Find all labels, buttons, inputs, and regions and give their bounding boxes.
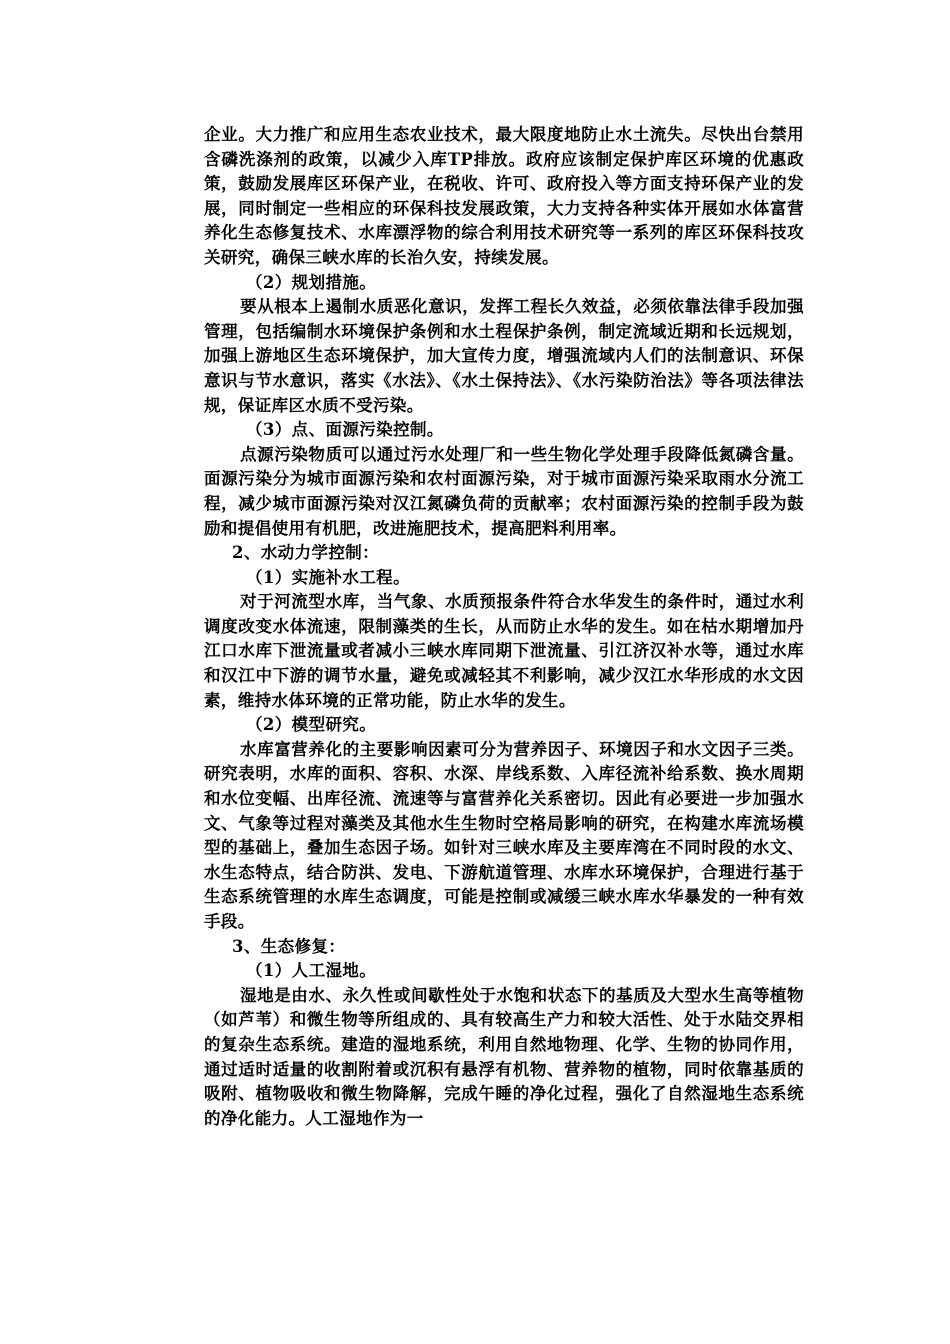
paragraph-pollution-control: 点源污染物质可以通过污水处理厂和一些生物化学处理手段降低氮磷含量。面源污染分为城市面源污染和农村面源污染，对于城市面源污染采取雨水分流工程，减少城市面源污染对汉江氮磷负荷的贡献率；农村面源污染的控制手段为鼓励和提倡使用有机肥，改进施肥技术，提高肥料利用率。 (204, 444, 804, 538)
document-page (204, 123, 804, 1131)
subheading-model-research: （2）模型研究。 (246, 715, 377, 735)
subheading-pollution-control: （3）点、面源污染控制。 (246, 420, 444, 440)
heading-ecological-restoration: 3、生态修复： (232, 936, 346, 956)
paragraph-artificial-wetland: 湿地是由水、永久性或间歇性处于水饱和状态下的基质及大型水生高等植物（如芦苇）和微生物等所组成的、具有较高生产力和较大活性、处于水陆交界相的复杂生态系统。建造的湿地系统，利用自然地物理、化学、生物的协同作用，通过适时适量的收割附着或沉积有悬浮有机物、营养物的植物，同时依靠基质的吸附、植物吸收和微生物降解，完成午睡的净化过程，强化了自然湿地生态系统的净化能力。人工湿地作为一 (204, 985, 804, 1128)
paragraph-planning-measures: 要从根本上遏制水质恶化意识，发挥工程长久效益，必须依靠法律手段加强管理，包括编制水环境保护条例和水土程保护条例，制定流域近期和长远规划，加强上游地区生态环境保护，加大宣传力度，增强流域内人们的法制意识、环保意识与节水意识，落实《水法》、《水土保持法》、《水污染防治法》等各项法律法规，保证库区水质不受污染。 (204, 297, 804, 415)
paragraph-policy-support: 企业。大力推广和应用生态农业技术，最大限度地防止水土流失。尽快出台禁用含磷洗涤剂的政策，以减少入库TP排放。政府应该制定保护库区环境的优惠政策，鼓励发展库区环保产业，在税收、许可、政府投入等方面支持环保产业的发展，同时制定一些相应的环保科技发展政策，大力支持各种实体开展如水体富营养化生态修复技术、水库漂浮物的综合利用技术研究等一系列的库区环保科技攻关研究，确保三峡水库的长治久安，持续发展。 (204, 125, 804, 267)
subheading-planning-measures: （2）规划措施。 (246, 272, 377, 292)
heading-hydrodynamic-control: 2、水动力学控制： (232, 543, 380, 563)
paragraph-model-research: 水库富营养化的主要影响因素可分为营养因子、环境因子和水文因子三类。研究表明，水库的面积、容积、水深、岸线系数、入库径流补给系数、换水周期和水位变幅、出库径流、流速等与富营养化关系密切。因此有必要进一步加强水文、气象等过程对藻类及其他水生生物时空格局影响的研究，在构建水库流场模型的基础上，叠加生态因子场。如针对三峡水库及主要库湾在不同时段的水文、水生态特点，结合防洪、发电、下游航道管理、水库水环境保护，合理进行基于生态系统管理的水库生态调度，可能是控制或减缓三峡水库水华暴发的一种有效手段。 (204, 739, 804, 931)
subheading-artificial-wetland: （1）人工湿地。 (246, 961, 377, 981)
paragraph-water-supply-project: 对于河流型水库，当气象、水质预报条件符合水华发生的条件时，通过水利调度改变水体流速，限制藻类的生长，从而防止水华的发生。如在枯水期增加丹江口水库下泄流量或者减小三峡水库同期下泄流量、引江济汉补水等，通过水库和汉江中下游的调节水量，避免或减轻其不利影响，减少汉江水华形成的水文因素，维持水体环境的正常功能，防止水华的发生。 (204, 592, 804, 710)
subheading-water-supply-project: （1）实施补水工程。 (246, 567, 410, 587)
